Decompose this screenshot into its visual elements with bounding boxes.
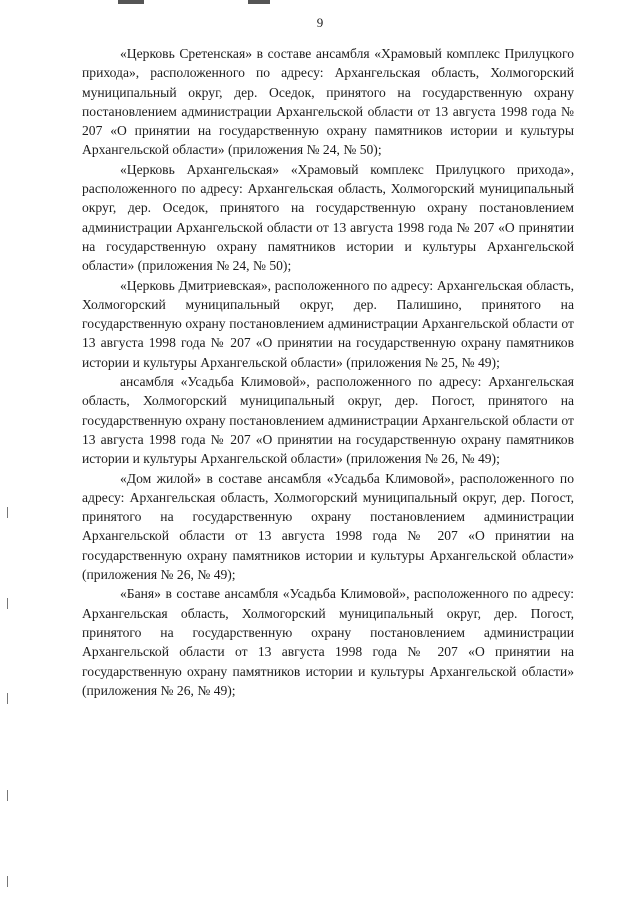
document-body xyxy=(82,44,574,700)
paragraph-church-dmitrievskaya: «Церковь Дмитриевская», расположенного по адресу: Архангельская область, Холмогорский муниципальный округ, дер. Палишино, принятого на государственную охрану постановлением администрации Архангельской области от 13 августа 1998 года № 207 «О принятии на государственную охрану памятников истории и культуры Архангельской области» (приложения № 25, № 49); xyxy=(82,277,574,370)
scan-margin-mark xyxy=(7,693,8,704)
paragraph-church-arkhangelskaya: «Церковь Архангельская» «Храмовый комплекс Прилуцкого прихода», расположенного по адресу: Архангельская область, Холмогорский муниципальный округ, дер. Оседок, принятого на государственную охрану постановлением администрации Архангельской области от 13 августа 1998 года № 207 «О принятии на государственную охрану памятников истории и культуры Архангельской области» (приложения № 24, № 50); xyxy=(82,161,574,274)
paragraph-banya: «Баня» в составе ансамбля «Усадьба Климовой», расположенного по адресу: Архангельская область, Холмогорский муниципальный округ, дер. Погост, принятого на государственную охрану постановлением администрации Архангельской области от 13 августа 1998 года № 207 «О принятии на государственную охрану памятников истории и культуры Архангельской области» (приложения № 26, № 49); xyxy=(82,586,574,698)
scan-margin-mark xyxy=(7,876,8,887)
scan-margin-mark xyxy=(7,790,8,801)
page-number: 9 xyxy=(316,15,324,30)
paragraph-dom-zhiloy: «Дом жилой» в составе ансамбля «Усадьба Климовой», расположенного по адресу: Архангельская область, Холмогорский муниципальный округ, дер. Погост, принятого на государственную охрану постановлением администрации Архангельской области от 13 августа 1998 года № 207 «О принятии на государственную охрану памятников истории и культуры Архангельской области» (приложения № 26, № 49); xyxy=(82,470,574,583)
paragraph-church-sretenskaya: «Церковь Сретенская» в составе ансамбля «Храмовый комплекс Прилуцкого прихода», расположенного по адресу: Архангельская область, Холмогорский муниципальный округ, дер. Оседок, принятого на государственную охрану постановлением администрации Архангельской области от 13 августа 1998 года № 207 «О принятии на государственную охрану памятников истории и культуры Архангельской области» (приложения № 24, № 50); xyxy=(82,46,574,158)
scan-edge-mark xyxy=(248,0,270,4)
scan-edge-mark xyxy=(118,0,144,4)
scan-margin-mark xyxy=(7,507,8,518)
paragraph-ensemble-usadba-klimovoy: ансамбля «Усадьба Климовой», расположенного по адресу: Архангельская область, Холмогорский муниципальный округ, дер. Погост, принятого на государственную охрану постановлением администрации Архангельской области от 13 августа 1998 года № 207 «О принятии на государственную охрану памятников истории и культуры Архангельской области» (приложения № 26, № 49); xyxy=(82,374,574,467)
scan-margin-mark xyxy=(7,598,8,609)
